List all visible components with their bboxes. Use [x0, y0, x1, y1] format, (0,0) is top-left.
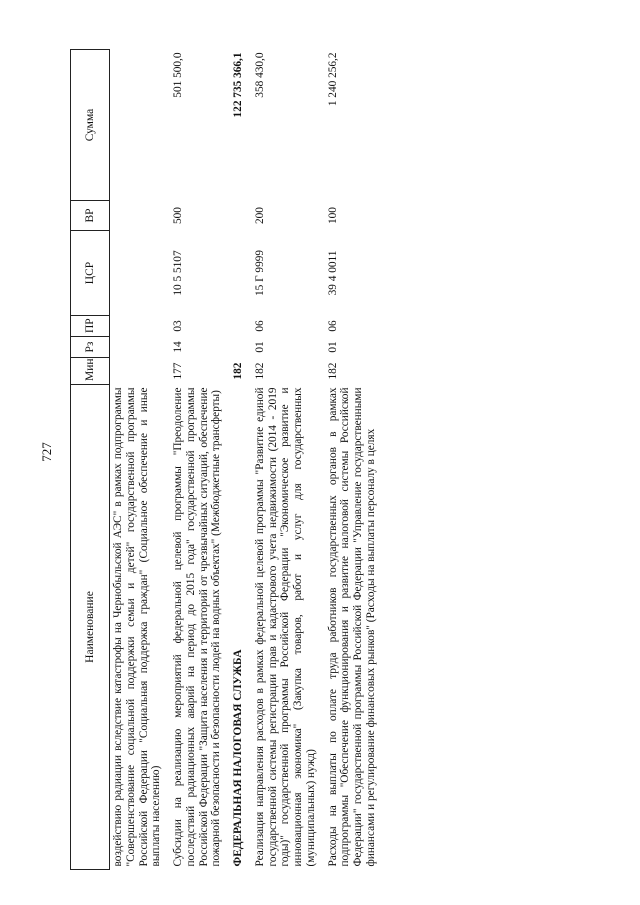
row-pr: 03: [172, 320, 184, 332]
row-name: Расходы на выплаты по оплате труда работников государственных органов в рамках подпрограммы "Обеспечение функционирования и развитие налоговой системы Российской Федерации" государственной программы Российской Федерации "Управление государственными финансами и регулирование финансовых рынков" (Расходы на выплаты персоналу в целях: [326, 387, 377, 867]
header-min: Мин: [71, 358, 110, 385]
row-sum: 358 430,0: [253, 52, 266, 98]
budget-table: [70, 49, 380, 870]
header-csr: ЦСР: [71, 231, 110, 316]
row-csr: 10 5 5107: [172, 250, 184, 296]
row-name: ФЕДЕРАЛЬНАЯ НАЛОГОВАЯ СЛУЖБА: [232, 649, 244, 867]
row-min: 182: [232, 362, 244, 380]
row-csr: 15 Г 9999: [253, 249, 266, 297]
row-sum: [110, 50, 166, 201]
row-min: 182: [253, 362, 266, 380]
row-pr: 06: [326, 320, 339, 332]
table-row: [110, 50, 166, 870]
row-name-text: воздействию радиации вследствие катастрофы на Чернобыльской АЭС" в рамках подпрограммы "Совершенствование социальной поддержки семьи и детей" государственной программы Российской Федерации "Социальная поддержка граждан" (Социальное обеспечение и иные выплаты населению): [112, 387, 163, 867]
row-rz: [225, 337, 247, 358]
row-pr: [110, 316, 166, 337]
row-name: Субсидии на реализацию мероприятий федеральной целевой программы "Преодоление последствий радиационных аварий на период до 2015 года" государственной программы Российской Федерации "Защита населения и территорий от чрезвычайных ситуаций, обеспечение пожарной безопасности и безопасности людей на водных объектах" (Межбюджетные трансферты): [172, 387, 223, 867]
row-csr: [110, 231, 166, 316]
header-vr: ВР: [71, 201, 110, 231]
row-vr: 100: [326, 207, 339, 224]
header-name: Наименование: [71, 385, 110, 870]
row-rz: [110, 337, 166, 358]
row-rz: 01: [326, 341, 339, 353]
row-sum: 501 500,0: [172, 52, 184, 98]
row-vr: [225, 201, 247, 231]
table-row: [320, 50, 380, 870]
table-row: [225, 50, 247, 870]
row-rz: 14: [172, 341, 184, 353]
row-min: [110, 358, 166, 385]
row-min: 182: [326, 362, 339, 380]
row-csr: [225, 231, 247, 316]
row-sum: 1 240 256,2: [326, 52, 339, 107]
row-min: 177: [172, 362, 184, 380]
header-sum: Сумма: [71, 50, 110, 201]
row-sum: 122 735 366,1: [232, 52, 244, 118]
row-rz: 01: [253, 341, 266, 353]
header-pr: ПР: [71, 316, 110, 337]
table-header: [71, 50, 110, 870]
row-pr: [225, 316, 247, 337]
row-vr: [110, 201, 166, 231]
row-vr: 500: [172, 207, 184, 224]
page-number: 727: [39, 442, 54, 462]
table-row: [247, 50, 320, 870]
row-name: [110, 385, 166, 870]
row-vr: 200: [253, 207, 266, 224]
row-csr: 39 4 0011: [326, 250, 339, 296]
header-rz: Рз: [71, 337, 110, 358]
table-row: [165, 50, 225, 870]
rotated-budget-page: [70, 50, 605, 870]
row-pr: 06: [253, 320, 266, 332]
row-name: Реализация направления расходов в рамках федеральной целевой программы "Развитие единой государственной системы регистрации прав и кадастрового учета недвижимости (2014 - 2019 годы)" государственной программы Российской Федерации "Экономическое развитие и инновационная экономика" (Закупка товаров, работ и услуг для государственных (муниципальных) нужд): [253, 387, 317, 867]
